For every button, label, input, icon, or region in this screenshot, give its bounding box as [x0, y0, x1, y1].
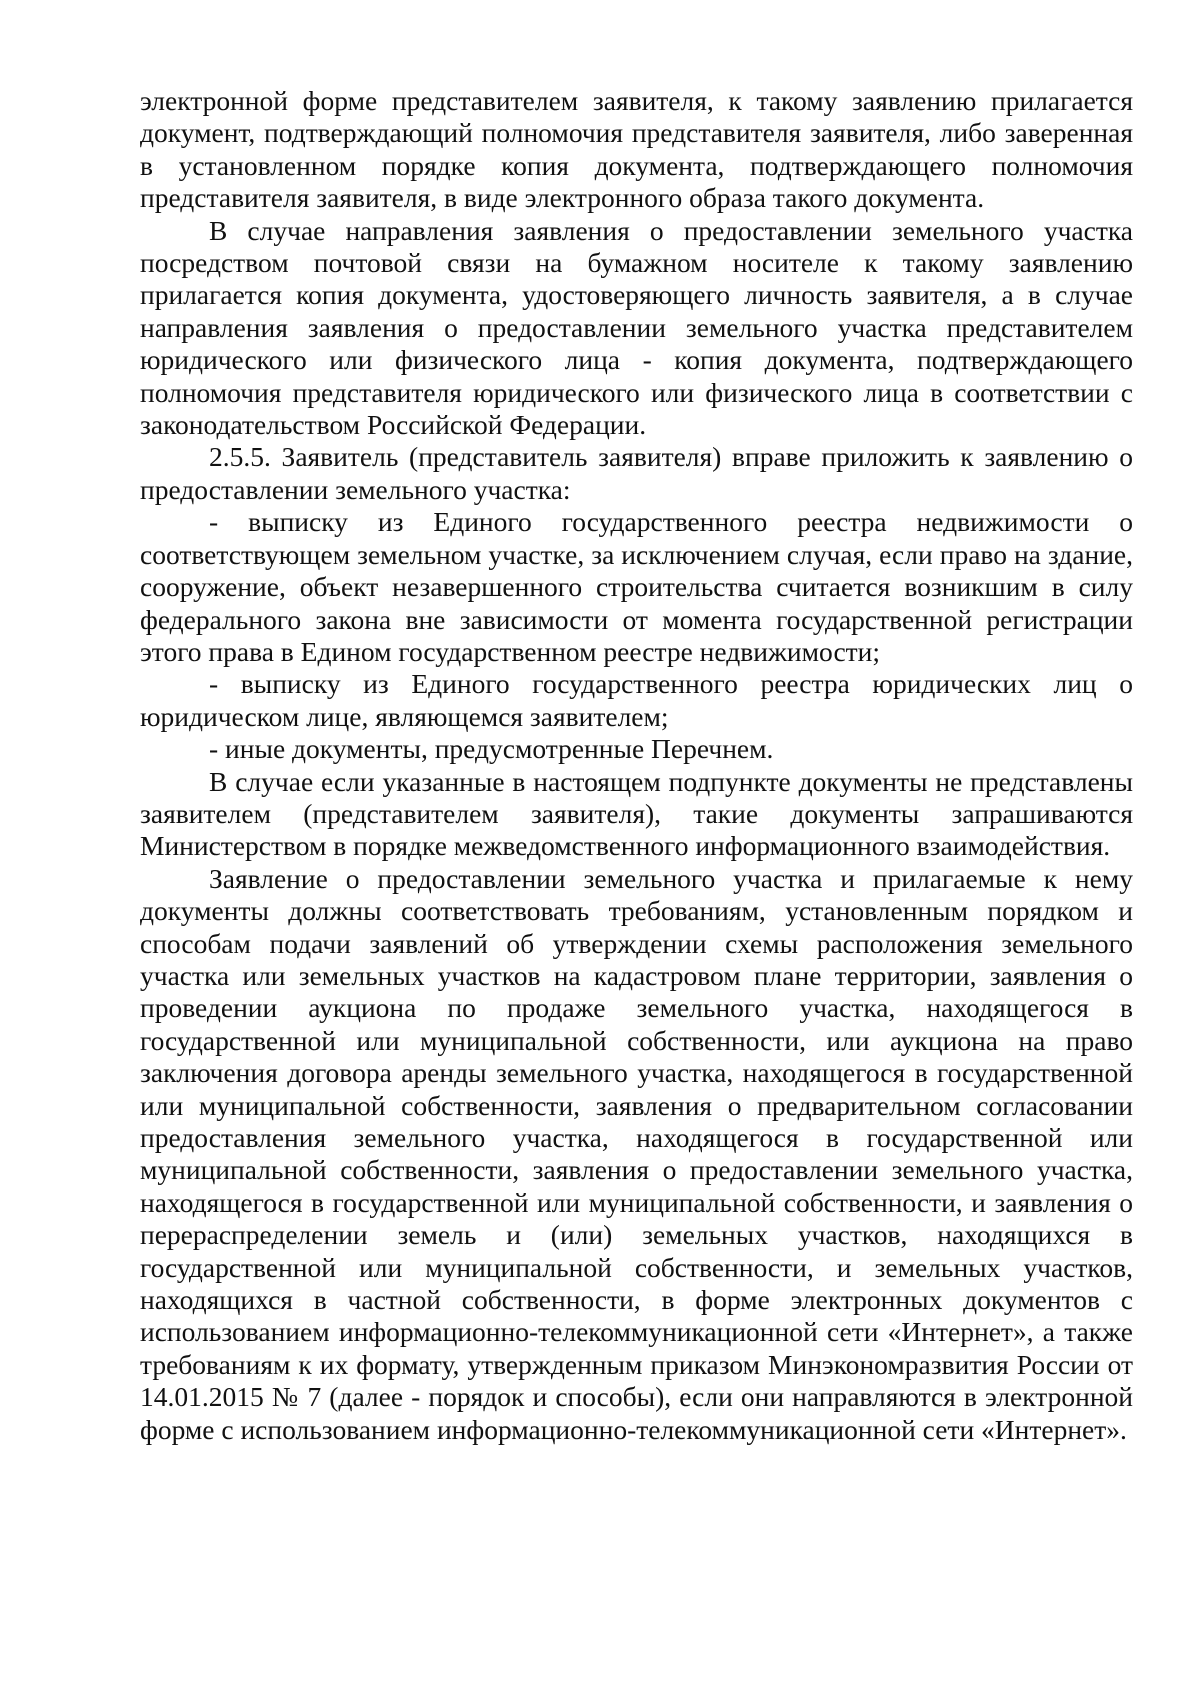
paragraph-3: 2.5.5. Заявитель (представитель заявителя) вправе приложить к заявлению о предоставлении земельного участка: [140, 441, 1133, 505]
paragraph-4: - выписку из Единого государственного реестра недвижимости о соответствующем земельном участке, за исключением случая, если право на здание, сооружение, объект незавершенного строительства считается возникшим в силу федерального закона вне зависимости от момента государственной регистрации этого права в Едином государственном реестре недвижимости; [140, 506, 1133, 667]
paragraph-2: В случае направления заявления о предоставлении земельного участка посредством почтовой связи на бумажном носителе к такому заявлению прилагается копия документа, удостоверяющего личность заявителя, а в случае направления заявления о предоставлении земельного участка представителем юридического или физического лица - копия документа, подтверждающего полномочия представителя юридического или физического лица в соответствии с законодательством Российской Федерации. [140, 214, 1133, 441]
paragraph-8: Заявление о предоставлении земельного участка и прилагаемые к нему документы должны соответствовать требованиям, установленным порядком и способам подачи заявлений об утверждении схемы расположения земельного участка или земельных участков на кадастровом плане территории, заявления о проведении аукциона по продаже земельного участка, находящегося в государственной или муниципальной собственности, или аукциона на право заключения договора аренды земельного участка, находящегося в государственной или муниципальной собственности, заявления о предварительном согласовании предоставления земельного участка, находящегося в государственной или муниципальной собственности, заявления о предоставлении земельного участка, находящегося в государственной или муниципальной собственности, и заявления о перераспределении земель и (или) земельных участков, находящихся в государственной или муниципальной собственности, и земельных участков, находящихся в частной собственности, в форме электронных документов с использованием информационно-телекоммуникационной сети «Интернет», а также требованиям к их формату, утвержденным приказом Минэкономразвития России от 14.01.2015 № 7 (далее - порядок и способы), если они направляются в электронной форме с использованием информационно-телекоммуникационной сети «Интернет». [140, 862, 1133, 1445]
paragraph-7: В случае если указанные в настоящем подпункте документы не представлены заявителем (представителем заявителя), такие документы запрашиваются Министерством в порядке межведомственного информационного взаимодействия. [140, 765, 1133, 862]
document-page [140, 85, 1133, 1446]
paragraph-1: электронной форме представителем заявителя, к такому заявлению прилагается документ, подтверждающий полномочия представителя заявителя, либо заверенная в установленном порядке копия документа, подтверждающего полномочия представителя заявителя, в виде электронного образа такого документа. [140, 85, 1133, 214]
paragraph-6: - иные документы, предусмотренные Перечнем. [209, 733, 774, 765]
paragraph-5: - выписку из Единого государственного реестра юридических лиц о юридическом лице, являющемся заявителем; [140, 668, 1133, 732]
